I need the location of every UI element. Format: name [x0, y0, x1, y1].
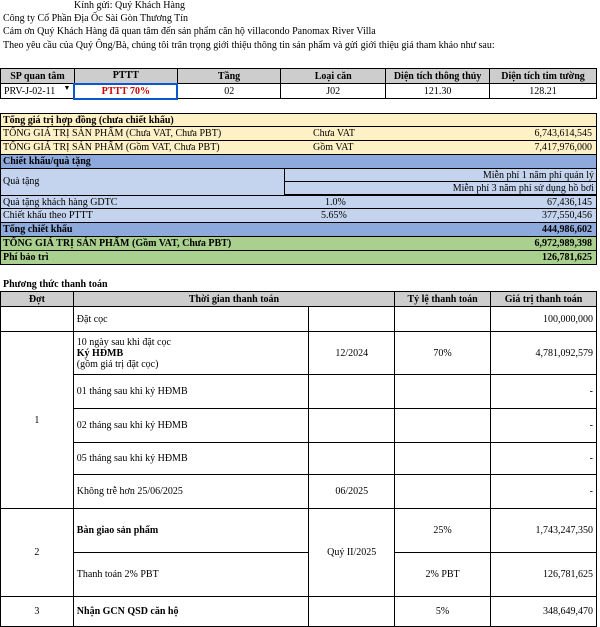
- r02-date: [309, 409, 395, 443]
- r05-value: -: [491, 443, 597, 475]
- deadline-value: -: [491, 475, 597, 509]
- p3-pct: 5%: [395, 597, 491, 627]
- deadline-pct: [395, 475, 491, 509]
- discount-row-1-pct: 1.0%: [325, 197, 346, 208]
- deadline-date: 06/2025: [309, 475, 395, 509]
- r02-value: -: [491, 409, 597, 443]
- discount-row-2-value: 377,550,456: [542, 210, 592, 221]
- handover-value: 1,743,247,350: [491, 509, 597, 553]
- contract-row-1-value: 6,743,614,545: [534, 128, 592, 139]
- p3-label: Nhận GCN QSD căn hộ: [73, 597, 309, 627]
- contract-row-1-mid: Chưa VAT: [313, 128, 356, 139]
- r01-date: [309, 375, 395, 409]
- p1-desc-line1: 10 ngày sau khi đặt cọc: [76, 336, 171, 348]
- r01-pct: [395, 375, 491, 409]
- contract-row-1-label: TỔNG GIÁ TRỊ SẢN PHẨM (Chưa VAT, Chưa PBT): [3, 128, 222, 139]
- contract-row-2-value: 7,417,976,000: [534, 142, 592, 153]
- p1-desc: [73, 332, 309, 375]
- payment-title: Phương thức thanh toán: [3, 279, 108, 290]
- pttt-cell[interactable]: PTTT 70%: [74, 84, 177, 99]
- p1-date: 12/2024: [309, 332, 395, 375]
- p1-desc-line3: (gồm giá trị đặt cọc): [76, 358, 159, 370]
- sp-select-value: PRV-J-02-11: [4, 85, 56, 97]
- contract-row-2-label: TỔNG GIÁ TRỊ SẢN PHẨM (Gồm VAT, Chưa PBT): [3, 142, 220, 153]
- header-dt-tim-tuong: Diện tích tim tường: [490, 69, 597, 84]
- header-loai-can: Loại căn: [281, 69, 386, 84]
- p3-date: [309, 597, 395, 627]
- handover-pct: 25%: [395, 509, 491, 553]
- p1-pct: 70%: [395, 332, 491, 375]
- handover-label: Bàn giao sản phẩm: [73, 509, 309, 553]
- pbt-value: 126,781,625: [491, 553, 597, 597]
- p2-date: Quý II/2025: [309, 509, 395, 597]
- total-discount-value: 444,986,602: [542, 224, 592, 235]
- total-product-value: 6,972,989,398: [534, 238, 592, 249]
- discount-title: Chiết khấu/quà tặng: [0, 155, 597, 169]
- discount-row-2-pct: 5.65%: [321, 210, 347, 221]
- p1-value: 4,781,092,579: [491, 332, 597, 375]
- deposit-date: [309, 307, 395, 332]
- p3-value: 348,649,470: [491, 597, 597, 627]
- discount-row-1-value: 67,436,145: [547, 197, 592, 208]
- maintenance-row: [0, 251, 597, 265]
- r05-label: 05 tháng sau khi ký HĐMB: [73, 443, 309, 475]
- gift-item-2: Miễn phí 3 năm phí sử dụng hồ bơi: [284, 182, 597, 195]
- deposit-value: 100,000,000: [491, 307, 597, 332]
- contract-row-2: [0, 141, 597, 155]
- payment-table: [0, 291, 597, 627]
- r05-pct: [395, 443, 491, 475]
- contract-title: Tổng giá trị hợp đồng (chưa chiết khấu): [0, 113, 597, 127]
- discount-row-2: [0, 209, 597, 223]
- tang-cell: 02: [177, 84, 281, 99]
- request-line: Theo yêu cầu của Quý Ông/Bà, chúng tôi trân trọng giới thiệu thông tin sản phẩm và gửi giới thiệu giá tham khảo như sau:: [3, 40, 495, 51]
- company-line: Công ty Cổ Phần Địa Ốc Sài Gòn Thương Tín: [3, 13, 189, 24]
- dt-tim-tuong-cell: 128.21: [490, 84, 597, 99]
- pbt-pct: 2% PBT: [395, 553, 491, 597]
- sp-select[interactable]: [1, 84, 75, 99]
- deposit-dot: [1, 307, 74, 332]
- deposit-pct: [395, 307, 491, 332]
- product-table: [0, 68, 597, 100]
- maintenance-label: Phí bảo trì: [3, 252, 49, 263]
- total-discount-label: Tổng chiết khấu: [3, 224, 73, 235]
- gift-label: Quà tặng: [0, 169, 284, 195]
- pay-header-time: Thời gian thanh toán: [73, 292, 394, 307]
- p2-no: 2: [1, 509, 74, 597]
- dt-thong-thuy-cell: 121.30: [386, 84, 490, 99]
- r05-date: [309, 443, 395, 475]
- total-discount-row: [0, 223, 597, 237]
- header-dt-thong-thuy: Diện tích thông thủy: [386, 69, 490, 84]
- header-tang: Tầng: [177, 69, 281, 84]
- r01-value: -: [491, 375, 597, 409]
- p1-no: 1: [1, 332, 74, 509]
- pay-header-pct: Tỷ lệ thanh toán: [395, 292, 491, 307]
- pay-header-value: Giá trị thanh toán: [491, 292, 597, 307]
- r01-label: 01 tháng sau khi ký HĐMB: [73, 375, 309, 409]
- loai-can-cell: J02: [281, 84, 386, 99]
- pay-header-dot: Đợt: [1, 292, 74, 307]
- header-sp: SP quan tâm: [1, 69, 75, 84]
- chevron-down-icon: ▼: [63, 84, 71, 92]
- discount-row-2-label: Chiết khấu theo PTTT: [3, 210, 93, 221]
- total-product-label: TỔNG GIÁ TRỊ SẢN PHẨM (Gồm VAT, Chưa PBT): [3, 238, 232, 249]
- contract-row-2-mid: Gồm VAT: [313, 142, 354, 153]
- discount-row-1-label: Quà tặng khách hàng GDTC: [3, 197, 118, 208]
- r02-label: 02 tháng sau khi ký HĐMB: [73, 409, 309, 443]
- discount-row-1: [0, 195, 597, 209]
- deadline-label: Không trễ hơn 25/06/2025: [73, 475, 309, 509]
- pbt-label: Thanh toán 2% PBT: [73, 553, 309, 597]
- total-product-row: [0, 237, 597, 251]
- header-pttt: PTTT: [74, 69, 177, 84]
- gift-item-1: Miễn phí 1 năm phí quản lý: [284, 169, 597, 182]
- r02-pct: [395, 409, 491, 443]
- greeting-line: Kính gửi: Quý Khách Hàng: [74, 0, 185, 11]
- p3-no: 3: [1, 597, 74, 627]
- deposit-label: Đặt cọc: [73, 307, 309, 332]
- p1-desc-line2: Ký HĐMB: [76, 347, 124, 359]
- thanks-line: Cám ơn Quý Khách Hàng đã quan tâm đến sản phẩm căn hộ villacondo Panomax River Villa: [3, 26, 376, 37]
- maintenance-value: 126,781,625: [542, 252, 592, 263]
- contract-row-1: [0, 127, 597, 141]
